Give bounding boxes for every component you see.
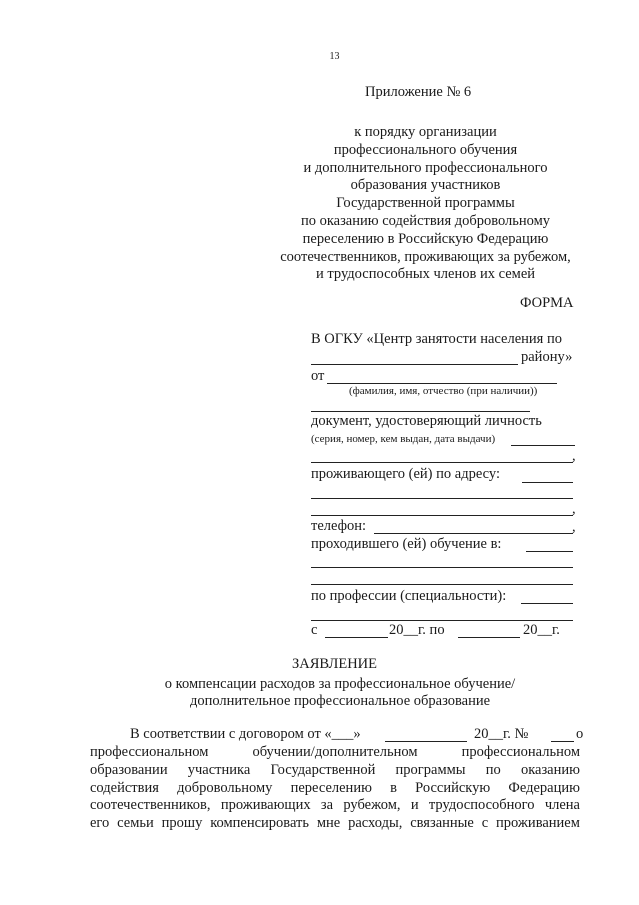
id-document-continuation-field[interactable] [311, 462, 573, 463]
profession-field[interactable] [521, 603, 573, 604]
appendix-reference-line: профессионального обучения [333, 141, 518, 158]
address-continuation-field[interactable] [311, 498, 573, 499]
fio-continuation-field[interactable] [311, 411, 530, 412]
district-field[interactable] [311, 364, 518, 365]
statement-body-line [90, 744, 580, 762]
word: мне [316, 815, 341, 832]
period-end-field[interactable] [458, 637, 520, 638]
word: прошу [161, 815, 203, 832]
id-document-field[interactable] [511, 445, 575, 446]
id-document-label: документ, удостоверяющий личность [311, 413, 542, 429]
word: профессиональном [461, 744, 580, 760]
word: за [320, 797, 334, 814]
period-start-field[interactable] [325, 637, 388, 638]
word: Федерацию [508, 779, 580, 796]
appendix-reference-line: к порядку организации [354, 124, 497, 140]
appendix-reference-line: Государственной программы [336, 195, 515, 212]
fio-field[interactable] [327, 383, 557, 384]
id-document-hint: (серия, номер, кем выдан, дата выдачи) [311, 433, 496, 445]
appendix-reference-line: образования участников [350, 177, 501, 194]
training-place-continuation-field[interactable] [311, 567, 573, 568]
period-end-year: 20__г. [523, 622, 560, 638]
training-place-continuation-field-2[interactable] [311, 584, 573, 585]
statement-body-line [90, 762, 580, 780]
phone-field[interactable] [374, 533, 573, 534]
comma: , [572, 501, 576, 517]
word: образовании [90, 761, 168, 778]
address-field[interactable] [522, 482, 573, 483]
word: компенсировать [210, 815, 309, 832]
comma: , [572, 519, 576, 535]
word: профессиональном [90, 744, 209, 760]
addressee-suffix: району» [521, 349, 573, 365]
word: Российскую [415, 779, 491, 796]
word: переселению [290, 779, 372, 796]
contract-year-text: 20__г. № [474, 726, 529, 742]
appendix-reference-line: переселению в Российскую Федерацию [302, 230, 549, 247]
contract-reference-tail: о [576, 726, 584, 742]
fio-hint: (фамилия, имя, отчество (при наличии)) [349, 385, 538, 397]
word: проживанием [496, 815, 580, 832]
contract-number-field[interactable] [551, 741, 574, 742]
statement-title: ЗАЯВЛЕНИЕ [291, 656, 378, 672]
comma: , [572, 448, 576, 464]
word: в [390, 779, 397, 796]
statement-body-line [90, 780, 580, 798]
training-place-field[interactable] [526, 551, 573, 552]
appendix-reference-block [268, 124, 583, 284]
form-label: ФОРМА [520, 295, 574, 311]
word: с [481, 815, 489, 832]
period-from-label: с [311, 622, 318, 638]
statement-body [90, 744, 580, 833]
appendix-reference-line: и трудоспособных членов их семей [315, 266, 536, 283]
word: оказанию [520, 761, 580, 778]
appendix-reference-line: и дополнительного профессионального [303, 159, 548, 176]
word: Государственной [270, 761, 376, 778]
word: трудоспособного [428, 797, 535, 814]
word: проживающих [220, 797, 311, 814]
contract-reference-text: В соответствии с договором от «___» [130, 726, 361, 742]
appendix-reference-line: по оказанию содействия добровольному [300, 212, 551, 229]
word: расходы, [348, 815, 403, 832]
word: его [90, 815, 110, 832]
profession-continuation-field[interactable] [311, 620, 573, 621]
word: члена [544, 797, 580, 814]
from-label: от [311, 368, 325, 384]
word: участника [187, 761, 251, 778]
page-number: 13 [329, 51, 340, 62]
appendix-title: Приложение № 6 [365, 84, 472, 100]
word: добровольному [177, 779, 273, 796]
appendix-reference-line: соотечественников, проживающих за рубежом, [280, 248, 571, 265]
word: связанные [410, 815, 474, 832]
statement-subtitle [90, 676, 590, 710]
statement-body-line [90, 797, 580, 815]
word: семьи [117, 815, 154, 832]
word: содействия [90, 779, 159, 796]
address-continuation-field-2[interactable] [311, 515, 573, 516]
word: рубежом, [343, 797, 401, 814]
address-label: проживающего (ей) по адресу: [311, 466, 500, 482]
training-place-label: проходившего (ей) обучение в: [311, 536, 502, 552]
statement-subtitle-line: о компенсации расходов за профессиональное обучение/ [164, 676, 516, 692]
word: и [410, 797, 419, 814]
word: обучении/дополнительном [252, 744, 418, 760]
phone-label: телефон: [311, 518, 367, 534]
word: программы [395, 761, 466, 778]
word: соотечественников, [90, 797, 211, 814]
addressee-line: В ОГКУ «Центр занятости населения по [311, 331, 562, 347]
profession-label: по профессии (специальности): [311, 588, 507, 604]
word: по [485, 761, 501, 778]
statement-body-line [90, 815, 580, 833]
period-start-year: 20__г. по [389, 622, 445, 638]
statement-subtitle-line: дополнительное профессиональное образование [189, 693, 491, 709]
contract-date-field[interactable] [385, 741, 467, 742]
